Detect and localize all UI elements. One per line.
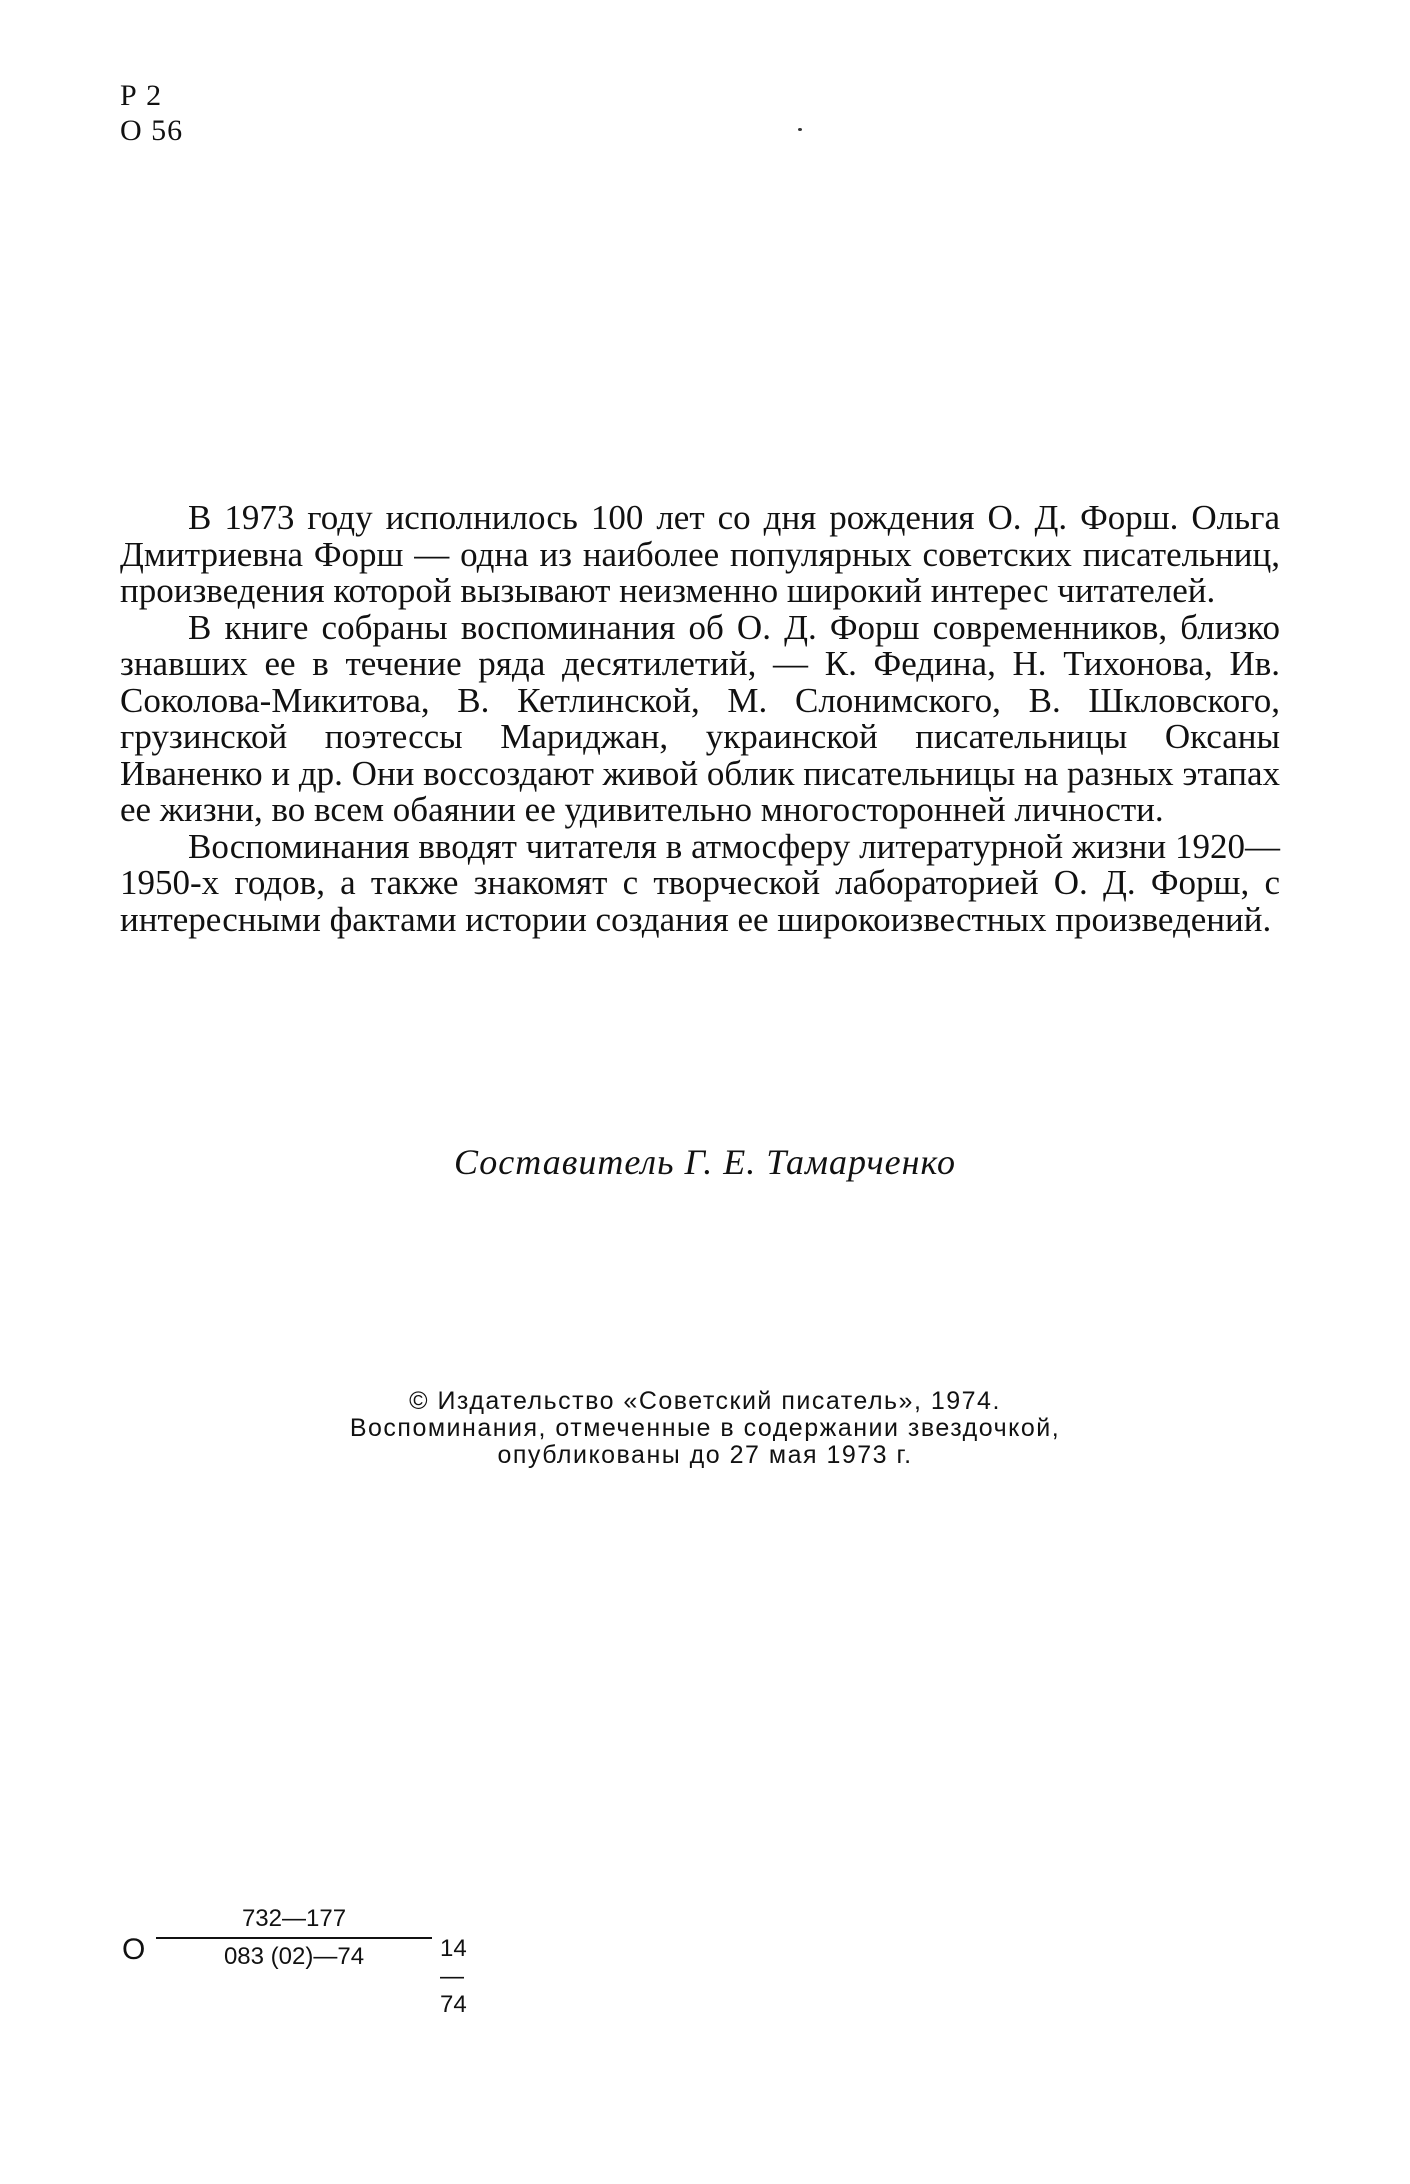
- print-speck: [798, 128, 802, 131]
- copyright-notice: [0, 1388, 1410, 1469]
- index-suffix: 14—74: [440, 1935, 467, 2018]
- index-fraction: [156, 1905, 432, 1971]
- classification-line-1: Р 2: [120, 79, 163, 112]
- copyright-line-3: опубликованы до 27 мая 1973 г.: [497, 1441, 913, 1469]
- compiler-credit: Составитель Г. Е. Тамарченко: [454, 1142, 956, 1182]
- copyright-line-2: Воспоминания, отмеченные в содержании звездочкой,: [349, 1414, 1061, 1442]
- index-numerator: 732—177: [241, 1905, 347, 1932]
- index-denominator: 083 (02)—74: [223, 1943, 365, 1970]
- book-annotation: [120, 500, 1280, 938]
- annotation-paragraph-1: В 1973 году исполнилось 100 лет со дня рождения О. Д. Форш. Ольга Дмитриевна Форш — одна из наиболее популярных советских писательниц, произведения которой вызывают неизменно широкий интерес читателей.: [120, 498, 1280, 610]
- index-letter: О: [122, 1933, 146, 1966]
- classification-line-2: О 56: [120, 114, 184, 147]
- annotation-paragraph-2: В книге собраны воспоминания об О. Д. Форш современников, близко знавших ее в течение ряда десятилетий, — К. Федина, Н. Тихонова, Ив. Соколова-Микитова, В. Кетлинской, М. Слонимского, В. Шкловского, грузинской поэтессы Мариджан, украинской писательницы Оксаны Иваненко и др. Они воссоздают живой облик писательницы на разных этапах ее жизни, во всем обаянии ее удивительно многосторонней личности.: [120, 607, 1280, 829]
- library-classification: [120, 78, 183, 148]
- copyright-line-1: © Издательство «Советский писатель», 1974.: [409, 1387, 1001, 1415]
- annotation-paragraph-3: Воспоминания вводят читателя в атмосферу литературной жизни 1920—1950-х годов, а также знакомят с творческой лабораторией О. Д. Форш, с интересными фактами истории создания ее широкоизвестных произведений.: [120, 826, 1280, 939]
- fraction-bar: [156, 1937, 432, 1939]
